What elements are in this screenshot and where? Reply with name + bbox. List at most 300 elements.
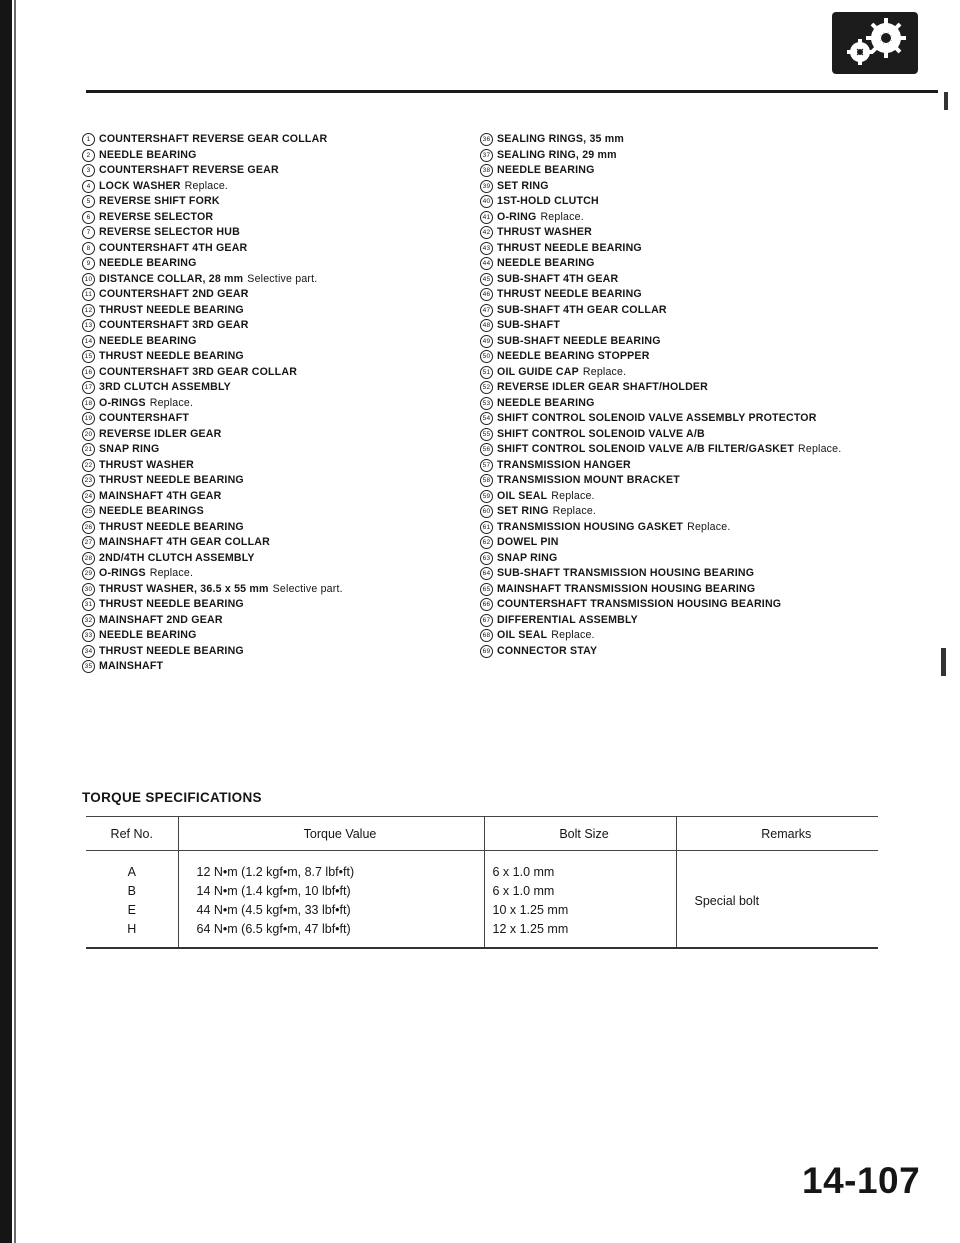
part-number-badge: 31 — [82, 598, 95, 611]
part-text — [99, 194, 220, 210]
part-number-badge: 1 — [82, 133, 95, 146]
part-name: SUB-SHAFT 4TH GEAR — [497, 272, 619, 285]
part-text — [497, 473, 680, 489]
bolt-size: 6 x 1.0 mm — [492, 865, 555, 879]
header-rule — [86, 90, 938, 93]
part-item — [480, 613, 920, 629]
ref-value: B — [127, 884, 136, 898]
part-item — [480, 442, 920, 458]
part-name: COUNTERSHAFT 3RD GEAR — [99, 319, 249, 331]
part-item — [82, 473, 522, 489]
part-name: SNAP RING — [497, 551, 558, 564]
part-item — [480, 597, 920, 613]
part-number-badge: 15 — [82, 350, 95, 363]
part-text — [99, 272, 317, 288]
part-item — [480, 303, 920, 319]
part-text — [99, 411, 189, 427]
part-item — [82, 334, 522, 350]
part-number-badge: 35 — [82, 660, 95, 673]
part-number-badge: 65 — [480, 583, 493, 596]
ref-value: E — [127, 903, 136, 917]
part-item — [480, 256, 920, 272]
part-text — [99, 597, 244, 613]
part-item — [480, 287, 920, 303]
part-item — [480, 179, 920, 195]
part-item — [82, 225, 522, 241]
part-text — [497, 613, 638, 629]
ref-value: H — [127, 922, 137, 936]
part-number-badge: 69 — [480, 645, 493, 658]
part-number-badge: 47 — [480, 304, 493, 317]
part-name: THRUST NEEDLE BEARING — [99, 644, 244, 657]
part-item — [82, 427, 522, 443]
part-item — [480, 628, 920, 644]
part-text — [99, 132, 327, 148]
part-number-badge: 38 — [480, 164, 493, 177]
part-text — [497, 411, 817, 427]
part-name: OIL SEAL — [497, 489, 548, 502]
part-text — [99, 210, 213, 226]
part-name: THRUST NEEDLE BEARING — [99, 474, 244, 486]
part-number-badge: 12 — [82, 304, 95, 317]
part-item — [480, 225, 920, 241]
part-item — [82, 535, 522, 551]
part-number-badge: 52 — [480, 381, 493, 394]
bolt-size: 12 x 1.25 mm — [492, 922, 569, 936]
part-name: SHIFT CONTROL SOLENOID VALVE ASSEMBLY PROTECTOR — [497, 412, 817, 424]
torque-row — [86, 851, 878, 949]
part-number-badge: 51 — [480, 366, 493, 379]
part-name: O-RINGS — [99, 567, 146, 579]
part-text — [497, 272, 618, 288]
part-text — [497, 535, 559, 551]
part-number-badge: 68 — [480, 629, 493, 642]
part-number-badge: 49 — [480, 335, 493, 348]
part-number-badge: 36 — [480, 133, 493, 146]
part-number-badge: 5 — [82, 195, 95, 208]
part-name: O-RINGS — [99, 396, 146, 409]
part-item — [82, 659, 522, 675]
part-number-badge: 34 — [82, 645, 95, 658]
part-name: SHIFT CONTROL SOLENOID VALVE A/B FILTER/GASKET — [497, 443, 794, 455]
torque-table — [86, 816, 878, 949]
part-name: COUNTERSHAFT REVERSE GEAR COLLAR — [99, 133, 328, 145]
part-text — [99, 566, 193, 582]
part-number-badge: 14 — [82, 335, 95, 348]
part-number-badge: 7 — [82, 226, 95, 239]
part-text — [99, 225, 240, 241]
part-number-badge: 53 — [480, 397, 493, 410]
part-text — [497, 597, 781, 613]
part-name: THRUST WASHER — [497, 226, 593, 238]
part-text — [99, 427, 222, 443]
part-text — [497, 504, 596, 520]
part-item — [82, 551, 522, 567]
part-item — [82, 210, 522, 226]
part-number-badge: 25 — [82, 505, 95, 518]
part-text — [99, 659, 163, 675]
part-name: SHIFT CONTROL SOLENOID VALVE A/B — [497, 427, 705, 440]
part-item — [82, 442, 522, 458]
part-number-badge: 24 — [82, 490, 95, 503]
part-text — [497, 194, 599, 210]
part-item — [480, 520, 920, 536]
part-item — [82, 365, 522, 381]
part-name: LOCK WASHER — [99, 179, 181, 192]
part-item — [480, 318, 920, 334]
part-item — [82, 396, 522, 412]
part-item — [82, 132, 522, 148]
part-number-badge: 39 — [480, 180, 493, 193]
part-item — [480, 334, 920, 350]
part-name: 2ND/4TH CLUTCH ASSEMBLY — [99, 551, 255, 564]
part-name: THRUST NEEDLE BEARING — [497, 288, 642, 300]
part-name: REVERSE SELECTOR HUB — [99, 226, 240, 238]
header-torque-value: Torque Value — [178, 817, 484, 851]
part-item — [480, 349, 920, 365]
part-text — [99, 256, 197, 272]
part-text — [99, 504, 204, 520]
part-name: OIL GUIDE CAP — [497, 365, 579, 378]
part-text — [99, 334, 197, 350]
part-item — [480, 148, 920, 164]
part-number-badge: 56 — [480, 443, 493, 456]
part-name: SUB-SHAFT NEEDLE BEARING — [497, 334, 661, 347]
part-item — [82, 489, 522, 505]
torque-value: 44 N•m (4.5 kgf•m, 33 lbf•ft) — [196, 903, 351, 917]
header-bolt-size: Bolt Size — [484, 817, 676, 851]
part-text — [497, 582, 755, 598]
remarks-value: Special bolt — [694, 893, 760, 908]
part-item — [480, 396, 920, 412]
part-item — [82, 644, 522, 660]
edge-mark — [941, 648, 946, 676]
bolt-size-cell — [484, 851, 676, 949]
part-text — [99, 349, 244, 365]
part-item — [82, 163, 522, 179]
header-ref: Ref No. — [86, 817, 178, 851]
part-item — [480, 535, 920, 551]
part-text — [497, 148, 617, 164]
part-number-badge: 61 — [480, 521, 493, 534]
part-text — [497, 210, 584, 226]
part-number-badge: 66 — [480, 598, 493, 611]
part-name: THRUST NEEDLE BEARING — [497, 241, 642, 254]
part-name: NEEDLE BEARING — [99, 334, 197, 347]
part-text — [99, 148, 197, 164]
part-name: SUB-SHAFT — [497, 319, 561, 331]
page-number: 14-107 — [802, 1160, 921, 1201]
part-item — [82, 349, 522, 365]
part-name: 1ST-HOLD CLUTCH — [497, 195, 599, 207]
part-name: NEEDLE BEARINGS — [99, 505, 204, 517]
part-item — [480, 380, 920, 396]
part-number-badge: 21 — [82, 443, 95, 456]
part-number-badge: 20 — [82, 428, 95, 441]
part-name: REVERSE SHIFT FORK — [99, 195, 220, 207]
part-name: NEEDLE BEARING — [497, 257, 595, 269]
torque-title: TORQUE SPECIFICATIONS — [82, 790, 262, 805]
part-name: TRANSMISSION MOUNT BRACKET — [497, 474, 680, 486]
part-text — [497, 644, 597, 660]
part-text — [99, 179, 228, 195]
part-number-badge: 6 — [82, 211, 95, 224]
part-number-badge: 32 — [82, 614, 95, 627]
part-name: SUB-SHAFT TRANSMISSION HOUSING BEARING — [497, 567, 755, 579]
part-number-badge: 30 — [82, 583, 95, 596]
part-text — [497, 303, 667, 319]
part-text — [497, 287, 642, 303]
part-number-badge: 37 — [480, 149, 493, 162]
remarks-cell — [676, 851, 878, 949]
part-name: COUNTERSHAFT 3RD GEAR COLLAR — [99, 365, 298, 378]
part-name: MAINSHAFT 2ND GEAR — [99, 613, 223, 626]
part-text — [497, 365, 626, 381]
part-item — [82, 520, 522, 536]
part-item — [82, 582, 522, 598]
part-item — [480, 427, 920, 443]
part-item — [82, 566, 522, 582]
part-text — [99, 442, 159, 458]
part-item — [480, 163, 920, 179]
part-text — [99, 628, 197, 644]
part-text — [497, 349, 650, 365]
ref-cell — [86, 851, 178, 949]
part-name: DIFFERENTIAL ASSEMBLY — [497, 613, 638, 626]
part-number-badge: 2 — [82, 149, 95, 162]
part-note: Replace. — [184, 179, 229, 192]
part-text — [497, 380, 708, 396]
part-number-badge: 45 — [480, 273, 493, 286]
part-text — [497, 163, 595, 179]
part-item — [480, 194, 920, 210]
part-name: COUNTERSHAFT REVERSE GEAR — [99, 164, 279, 176]
part-text — [99, 318, 249, 334]
part-item — [82, 272, 522, 288]
part-number-badge: 60 — [480, 505, 493, 518]
part-number-badge: 29 — [82, 567, 95, 580]
part-number-badge: 54 — [480, 412, 493, 425]
part-text — [99, 303, 244, 319]
part-name: NEEDLE BEARING STOPPER — [497, 350, 650, 362]
part-number-badge: 42 — [480, 226, 493, 239]
part-text — [497, 241, 642, 257]
part-name: MAINSHAFT — [99, 660, 164, 672]
part-item — [480, 566, 920, 582]
part-number-badge: 55 — [480, 428, 493, 441]
part-number-badge: 26 — [82, 521, 95, 534]
part-number-badge: 16 — [82, 366, 95, 379]
part-item — [480, 365, 920, 381]
part-item — [82, 504, 522, 520]
part-number-badge: 64 — [480, 567, 493, 580]
part-item — [480, 210, 920, 226]
part-number-badge: 28 — [82, 552, 95, 565]
part-number-badge: 40 — [480, 195, 493, 208]
part-text — [497, 132, 624, 148]
parts-list-right — [480, 132, 920, 659]
part-item — [82, 194, 522, 210]
part-text — [497, 256, 595, 272]
part-item — [82, 458, 522, 474]
part-name: COUNTERSHAFT — [99, 412, 190, 424]
part-number-badge: 43 — [480, 242, 493, 255]
part-number-badge: 27 — [82, 536, 95, 549]
part-number-badge: 8 — [82, 242, 95, 255]
part-name: TRANSMISSION HOUSING GASKET — [497, 520, 684, 533]
part-text — [99, 287, 249, 303]
parts-list-left — [82, 132, 522, 675]
part-item — [480, 489, 920, 505]
part-text — [99, 380, 231, 396]
part-item — [82, 597, 522, 613]
part-note: Replace. — [798, 443, 842, 455]
part-item — [480, 272, 920, 288]
part-name: NEEDLE BEARING — [99, 148, 197, 161]
part-text — [99, 582, 343, 598]
part-note: Replace. — [540, 210, 584, 223]
part-item — [480, 132, 920, 148]
part-text — [497, 318, 560, 334]
part-name: MAINSHAFT 4TH GEAR COLLAR — [99, 536, 270, 548]
part-item — [82, 411, 522, 427]
part-number-badge: 46 — [480, 288, 493, 301]
part-number-badge: 9 — [82, 257, 95, 270]
part-item — [480, 582, 920, 598]
part-item — [480, 473, 920, 489]
part-name: SUB-SHAFT 4TH GEAR COLLAR — [497, 303, 667, 316]
part-text — [497, 551, 557, 567]
part-item — [82, 256, 522, 272]
part-text — [497, 458, 631, 474]
part-text — [99, 613, 223, 629]
part-text — [497, 520, 731, 536]
part-text — [99, 520, 244, 536]
part-text — [497, 179, 549, 195]
part-item — [82, 318, 522, 334]
part-note: Replace. — [551, 629, 595, 641]
part-note: Replace. — [552, 505, 597, 517]
part-name: NEEDLE BEARING — [497, 164, 595, 176]
part-name: MAINSHAFT 4TH GEAR — [99, 489, 222, 502]
part-name: COUNTERSHAFT TRANSMISSION HOUSING BEARING — [497, 598, 782, 610]
part-text — [497, 396, 595, 412]
part-name: NEEDLE BEARING — [99, 257, 197, 269]
part-number-badge: 10 — [82, 273, 95, 286]
part-name: SET RING — [497, 179, 549, 192]
part-note: Selective part. — [247, 272, 318, 285]
part-text — [99, 396, 193, 412]
part-number-badge: 18 — [82, 397, 95, 410]
part-name: NEEDLE BEARING — [497, 396, 595, 409]
part-name: SEALING RINGS, 35 mm — [497, 133, 625, 145]
transmission-gears-icon — [832, 12, 918, 74]
part-item — [82, 241, 522, 257]
part-text — [99, 644, 244, 660]
part-name: SEALING RING, 29 mm — [497, 148, 617, 161]
edge-mark — [944, 92, 948, 110]
part-name: THRUST NEEDLE BEARING — [99, 598, 244, 610]
part-number-badge: 50 — [480, 350, 493, 363]
part-name: REVERSE IDLER GEAR SHAFT/HOLDER — [497, 381, 709, 393]
torque-value-cell — [178, 851, 484, 949]
part-item — [480, 504, 920, 520]
part-item — [82, 628, 522, 644]
part-number-badge: 44 — [480, 257, 493, 270]
part-text — [99, 458, 194, 474]
part-number-badge: 33 — [82, 629, 95, 642]
part-note: Replace. — [687, 520, 731, 533]
torque-value: 12 N•m (1.2 kgf•m, 8.7 lbf•ft) — [196, 865, 355, 879]
part-number-badge: 48 — [480, 319, 493, 332]
part-name: COUNTERSHAFT 4TH GEAR — [99, 241, 248, 254]
ref-value: A — [127, 865, 136, 879]
part-item — [82, 303, 522, 319]
torque-value: 14 N•m (1.4 kgf•m, 10 lbf•ft) — [196, 884, 351, 898]
part-text — [497, 334, 661, 350]
bolt-size: 10 x 1.25 mm — [492, 903, 569, 917]
part-number-badge: 67 — [480, 614, 493, 627]
part-note: Replace. — [149, 396, 194, 409]
part-item — [480, 241, 920, 257]
part-item — [82, 613, 522, 629]
part-number-badge: 11 — [82, 288, 95, 301]
part-number-badge: 58 — [480, 474, 493, 487]
part-text — [497, 225, 592, 241]
part-number-badge: 23 — [82, 474, 95, 487]
part-text — [99, 365, 297, 381]
part-name: THRUST NEEDLE BEARING — [99, 350, 244, 362]
part-name: NEEDLE BEARING — [99, 629, 197, 641]
part-name: 3RD CLUTCH ASSEMBLY — [99, 381, 231, 393]
part-number-badge: 63 — [480, 552, 493, 565]
part-name: THRUST WASHER, 36.5 x 55 mm — [99, 582, 269, 595]
part-item — [82, 380, 522, 396]
part-number-badge: 17 — [82, 381, 95, 394]
part-name: COUNTERSHAFT 2ND GEAR — [99, 288, 249, 300]
part-text — [99, 241, 247, 257]
part-note: Replace. — [149, 567, 194, 579]
part-name: SNAP RING — [99, 443, 160, 455]
part-name: SET RING — [497, 505, 549, 517]
part-name: THRUST WASHER — [99, 458, 195, 471]
torque-value: 64 N•m (6.5 kgf•m, 47 lbf•ft) — [196, 922, 351, 936]
part-text — [99, 551, 255, 567]
header-remarks: Remarks — [676, 817, 878, 851]
part-note: Replace. — [582, 365, 627, 378]
part-item — [82, 148, 522, 164]
part-item — [480, 551, 920, 567]
page-edge-line — [14, 0, 16, 1243]
part-number-badge: 4 — [82, 180, 95, 193]
part-name: O-RING — [497, 210, 537, 223]
part-note: Selective part. — [272, 582, 343, 595]
bolt-size: 6 x 1.0 mm — [492, 884, 555, 898]
part-item — [480, 644, 920, 660]
part-name: DISTANCE COLLAR, 28 mm — [99, 272, 244, 285]
part-name: MAINSHAFT TRANSMISSION HOUSING BEARING — [497, 582, 756, 595]
part-text — [497, 489, 595, 505]
part-number-badge: 22 — [82, 459, 95, 472]
part-item — [82, 287, 522, 303]
part-name: OIL SEAL — [497, 629, 548, 641]
part-name: REVERSE IDLER GEAR — [99, 427, 222, 440]
part-number-badge: 59 — [480, 490, 493, 503]
part-text — [497, 628, 595, 644]
part-item — [480, 411, 920, 427]
part-number-badge: 62 — [480, 536, 493, 549]
part-name: DOWEL PIN — [497, 536, 559, 548]
